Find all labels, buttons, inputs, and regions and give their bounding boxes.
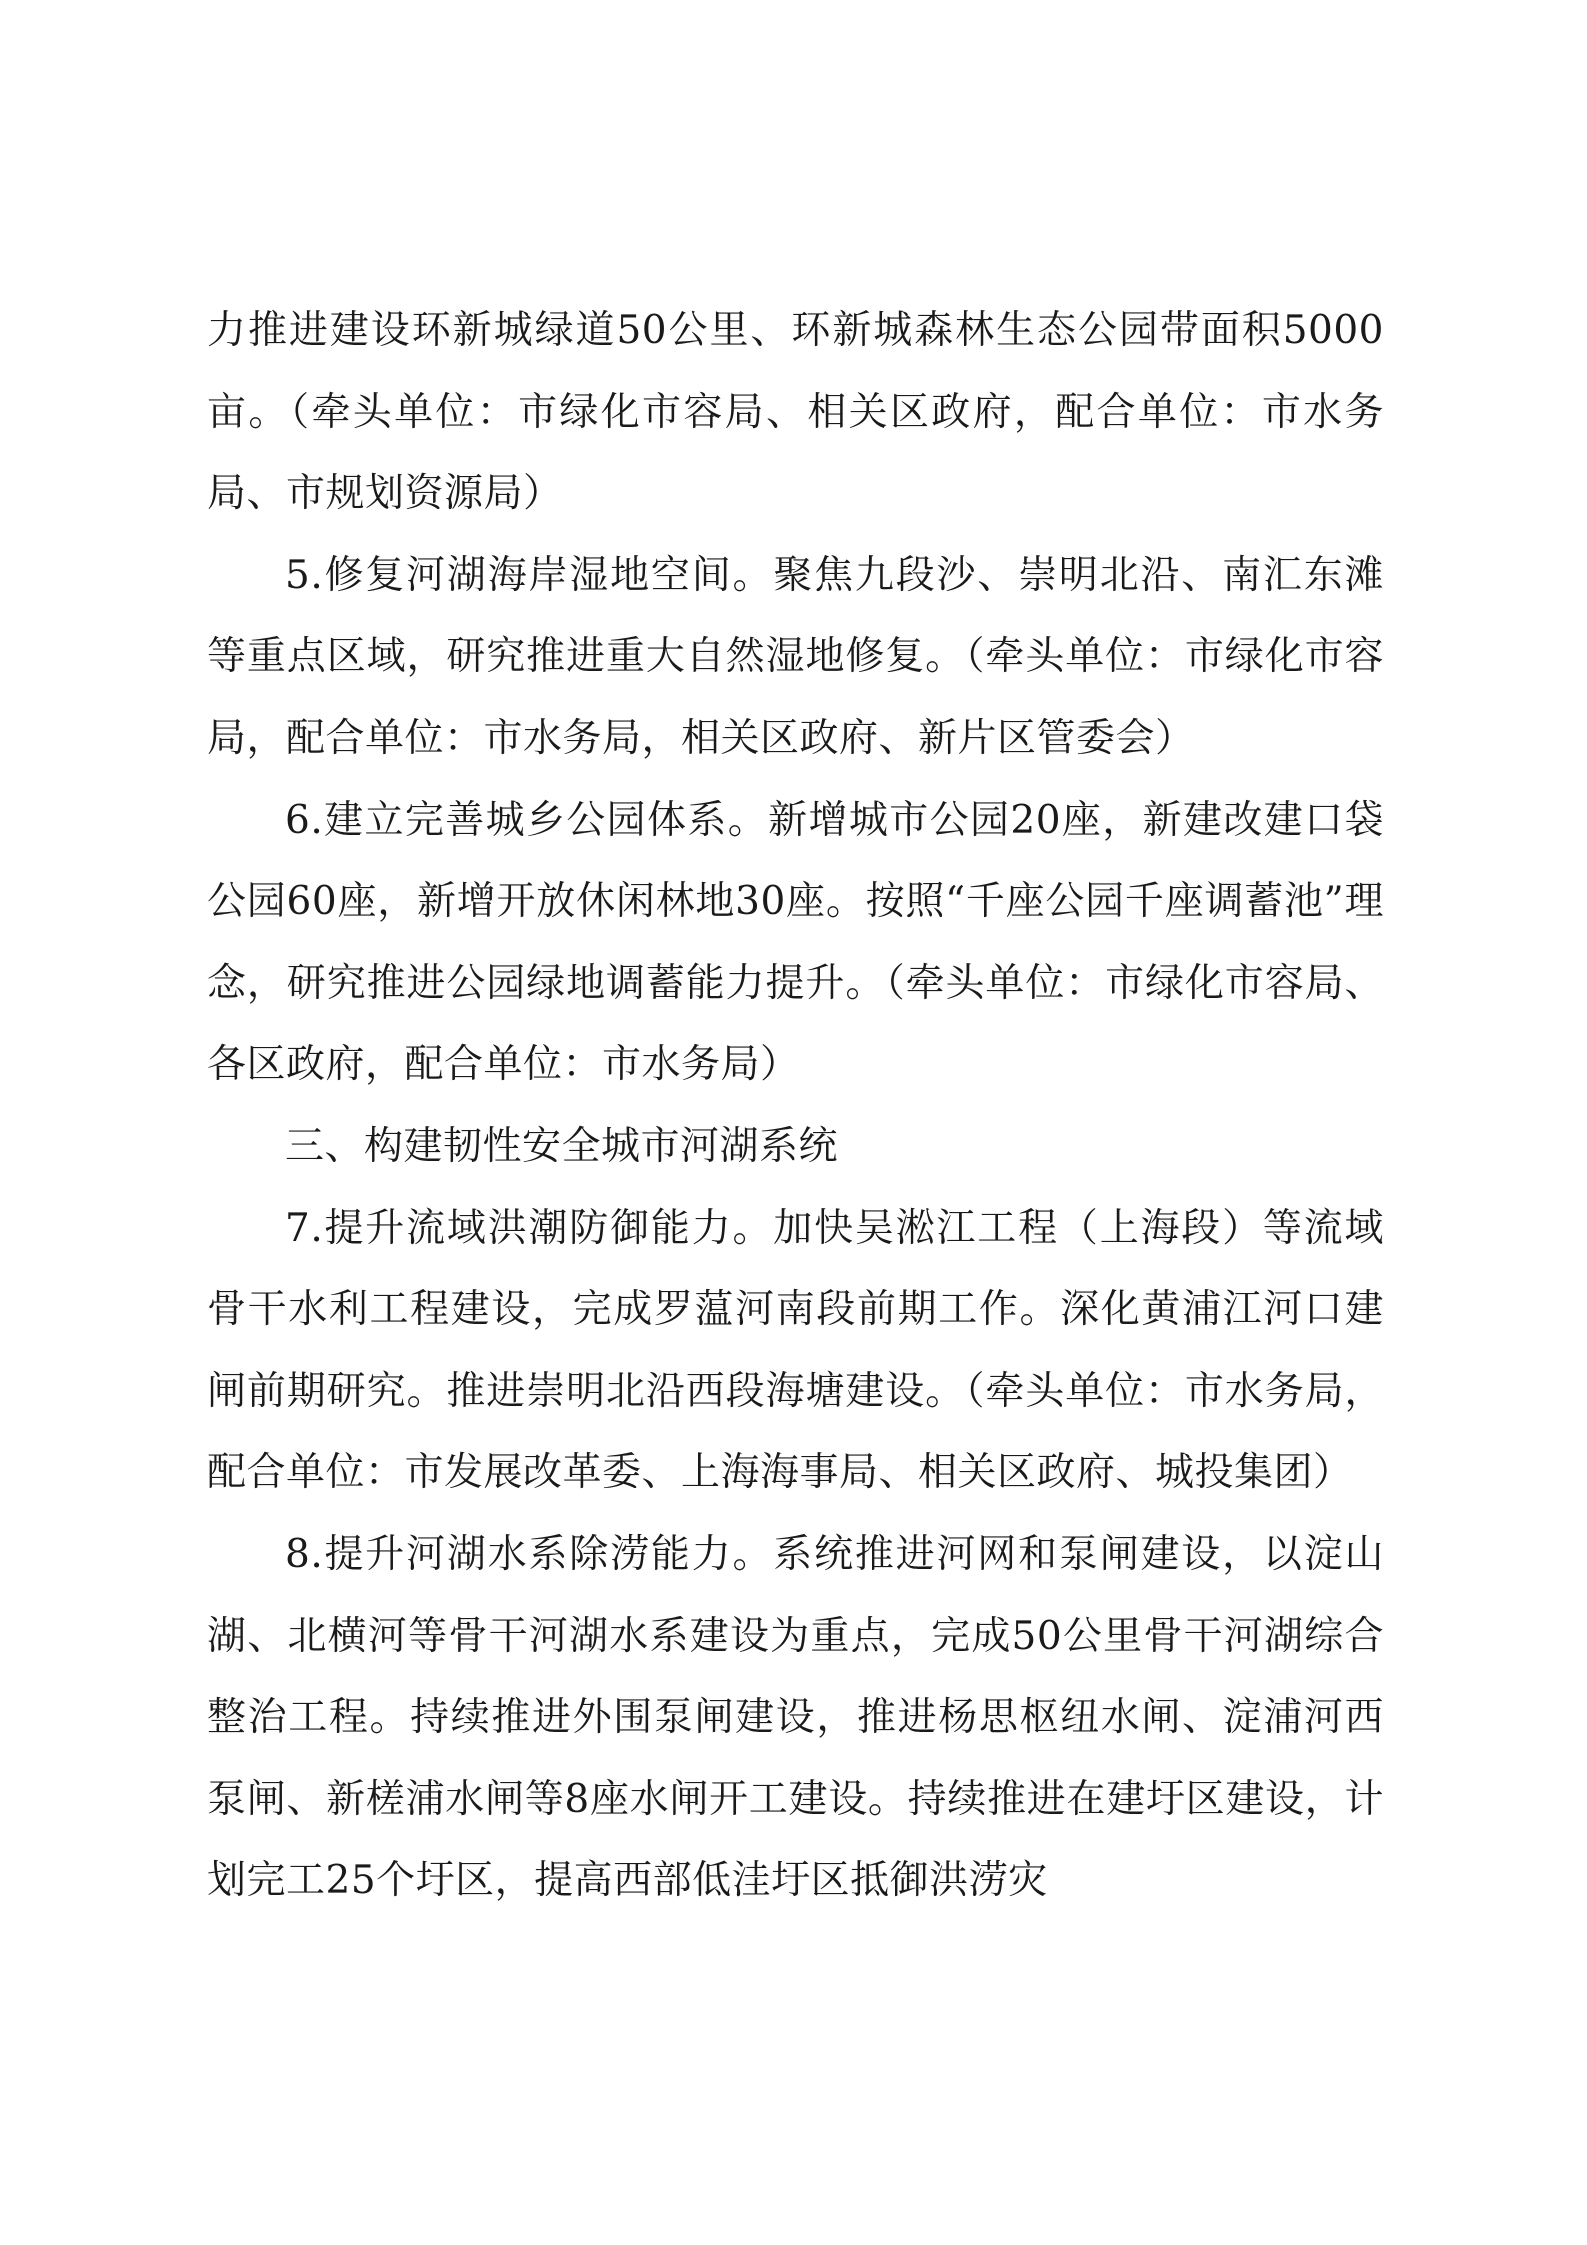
section-heading-3: 三、构建韧性安全城市河湖系统	[285, 1123, 839, 1169]
paragraph-item-6: 6.建立完善城乡公园体系。新增城市公园20座，新建改建口袋公园60座，新增开放休闲林地30座。按照“千座公园千座调蓄池”理念，研究推进公园绿地调蓄能力提升。（牵头单位：市绿化市容局、各区政府，配合单位：市水务局）	[207, 797, 1384, 1088]
paragraph-continuation: 力推进建设环新城绿道50公里、环新城森林生态公园带面积5000亩。（牵头单位：市绿化市容局、相关区政府，配合单位：市水务局、市规划资源局）	[207, 308, 1384, 517]
paragraph-item-8: 8.提升河湖水系除涝能力。系统推进河网和泵闸建设，以淀山湖、北横河等骨干河湖水系建设为重点，完成50公里骨干河湖综合整治工程。持续推进外围泵闸建设，推进杨思枢纽水闸、淀浦河西泵闸、新槎浦水闸等8座水闸开工建设。持续推进在建圩区建设，计划完工25个圩区，提高西部低洼圩区抵御洪涝灾	[207, 1531, 1384, 1904]
paragraph-item-5: 5.修复河湖海岸湿地空间。聚焦九段沙、崇明北沿、南汇东滩等重点区域，研究推进重大自然湿地修复。（牵头单位：市绿化市容局，配合单位：市水务局，相关区政府、新片区管委会）	[207, 552, 1384, 761]
paragraph-item-7: 7.提升流域洪潮防御能力。加快吴淞江工程（上海段）等流域骨干水利工程建设，完成罗蕰河南段前期工作。深化黄浦江河口建闸前期研究。推进崇明北沿西段海塘建设。（牵头单位：市水务局，配合单位：市发展改革委、上海海事局、相关区政府、城投集团）	[207, 1205, 1384, 1496]
document-body	[207, 290, 1384, 1922]
